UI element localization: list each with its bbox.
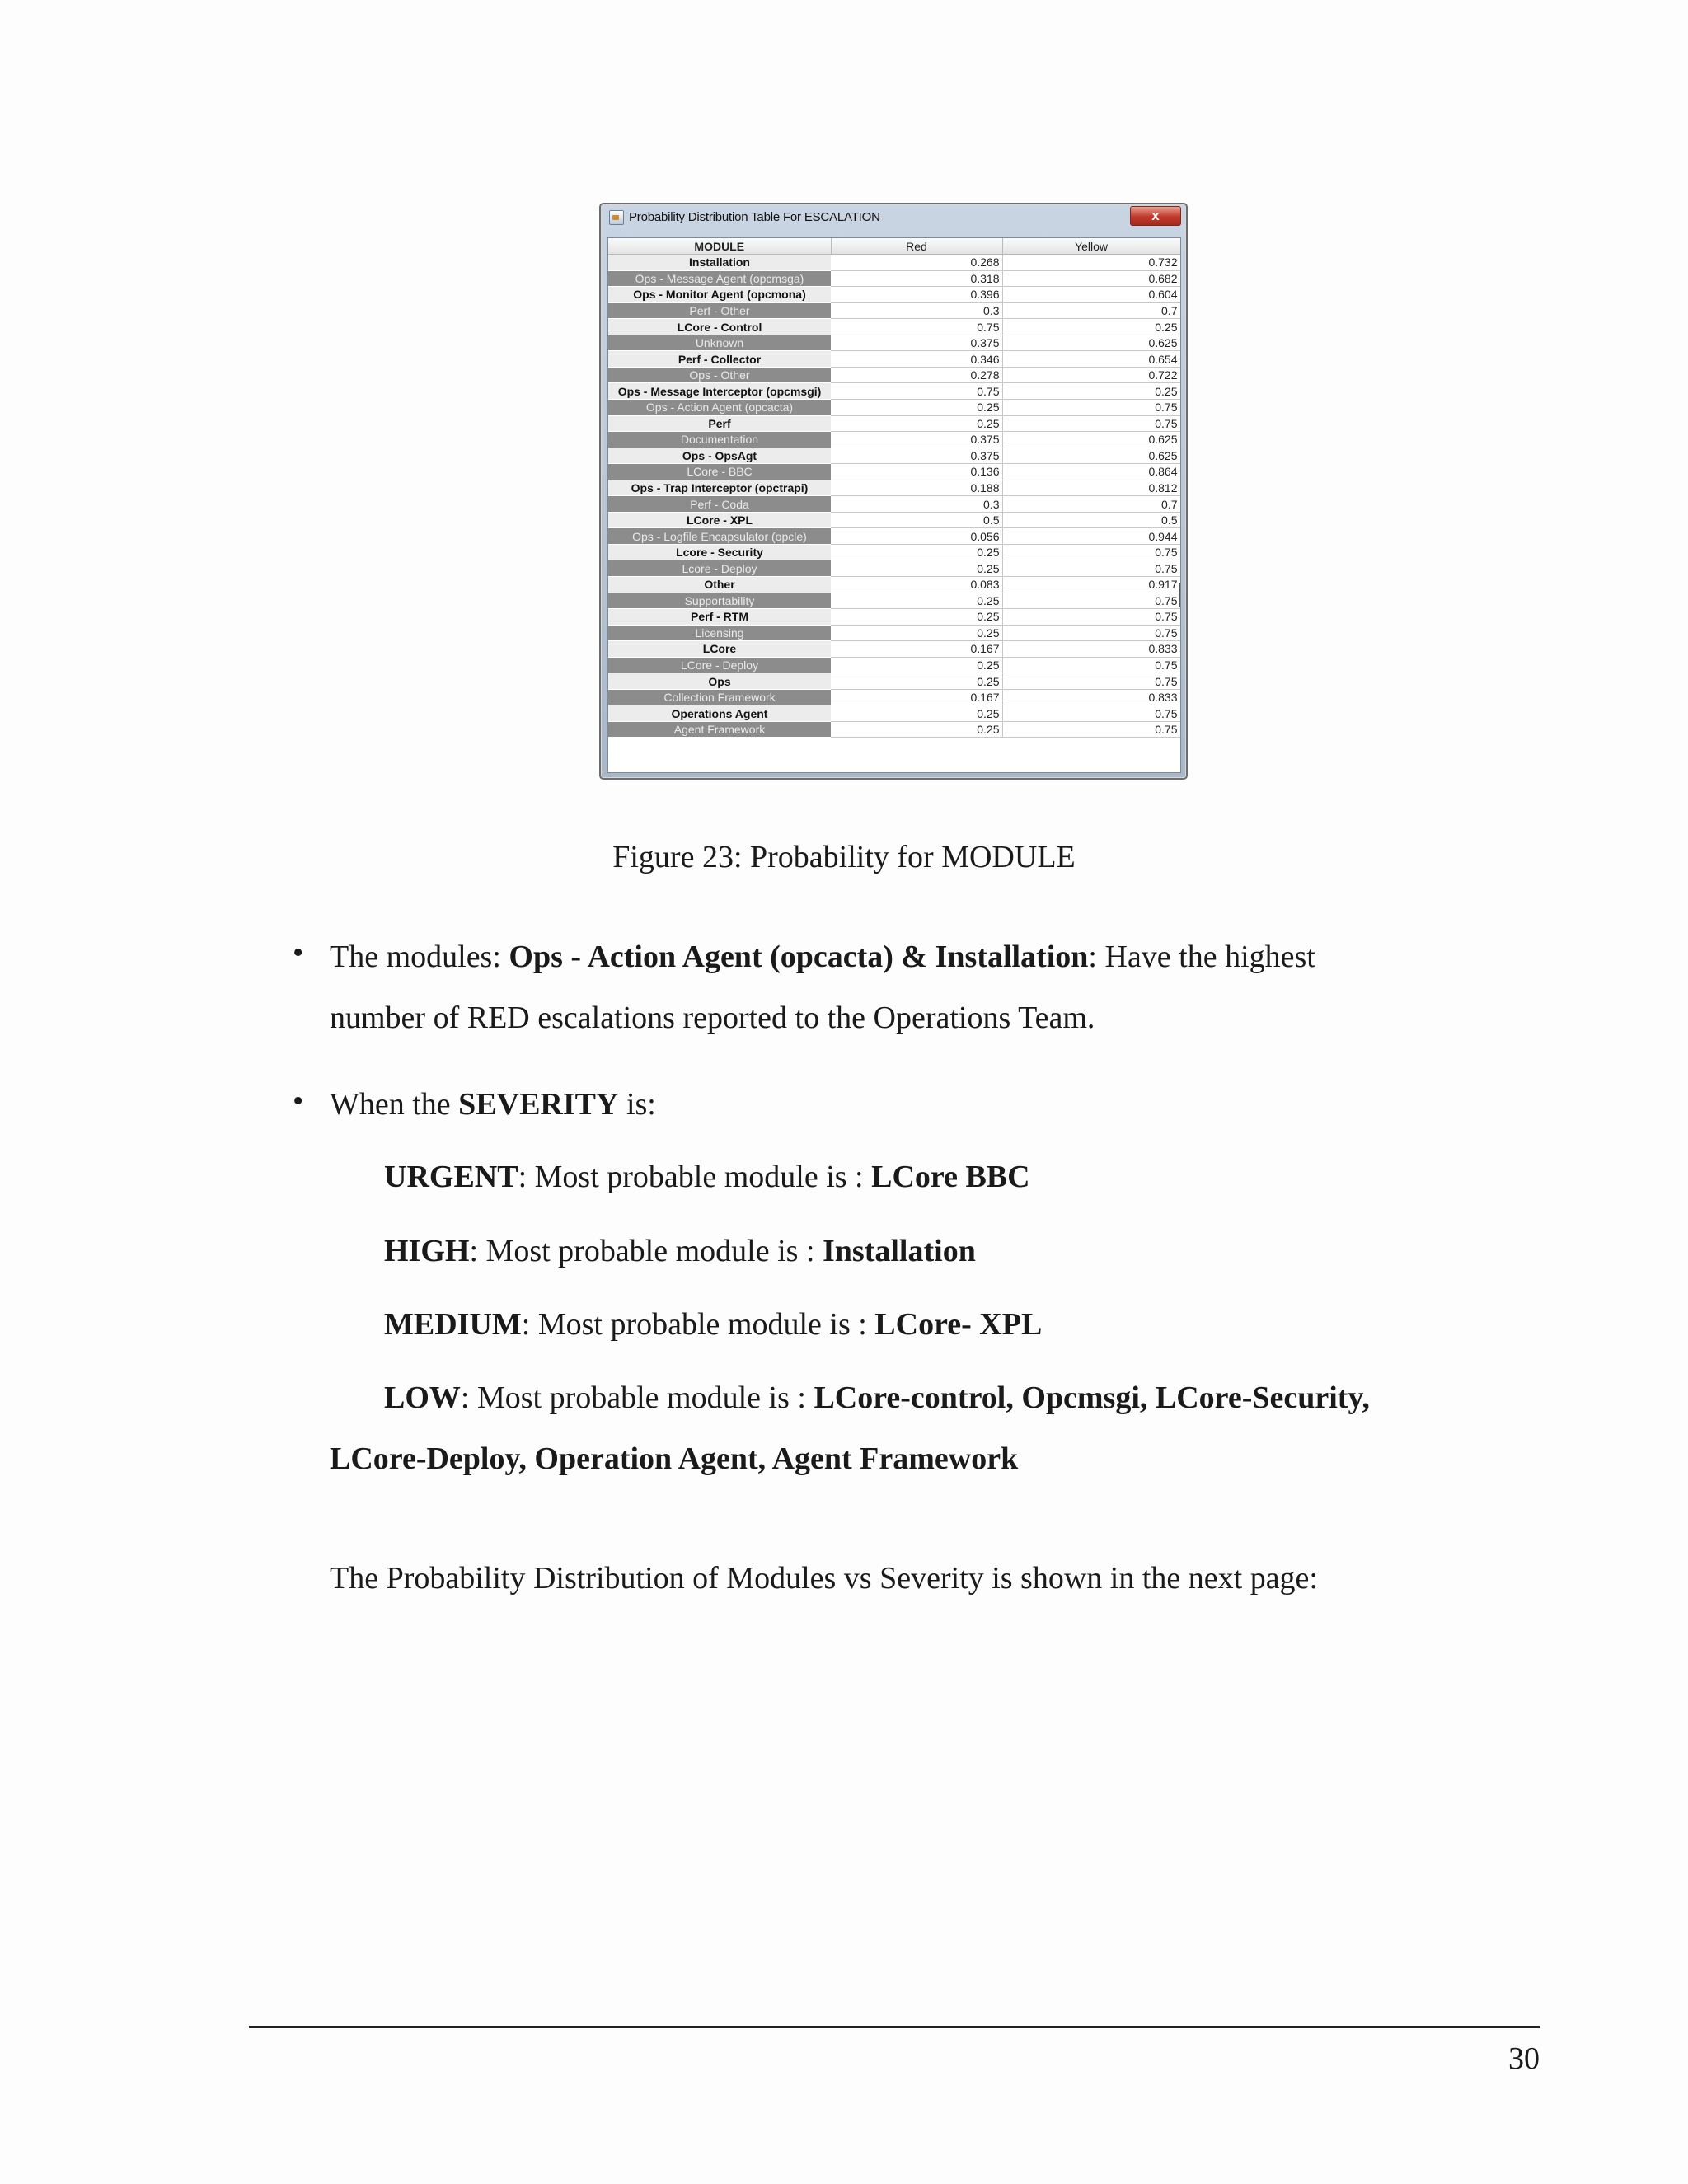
urgent-label: URGENT (384, 1160, 518, 1194)
probability-table (608, 238, 1181, 738)
yellow-cell[interactable]: 0.75 (1002, 415, 1180, 432)
probability-table-window (599, 203, 1188, 780)
column-header-yellow[interactable]: Yellow (1002, 238, 1180, 255)
high-text: : Most probable module is : (469, 1234, 823, 1268)
red-cell[interactable]: 0.25 (831, 625, 1002, 641)
red-cell[interactable]: 0.5 (831, 512, 1002, 528)
module-cell[interactable]: LCore (608, 641, 831, 658)
table-row[interactable] (608, 270, 1180, 287)
red-cell[interactable]: 0.25 (831, 657, 1002, 673)
table-row[interactable] (608, 512, 1180, 528)
yellow-cell[interactable]: 0.25 (1002, 319, 1180, 335)
bullet2-bold: SEVERITY (458, 1087, 619, 1122)
table-row[interactable] (608, 625, 1180, 641)
module-cell[interactable]: LCore - Control (608, 319, 831, 335)
figure-caption: Figure 23: Probability for MODULE (612, 840, 1076, 874)
module-cell[interactable]: Documentation (608, 432, 831, 448)
window-titlebar (601, 204, 1186, 229)
module-cell[interactable]: Unknown (608, 335, 831, 351)
table-row[interactable] (608, 560, 1180, 577)
table-row[interactable] (608, 673, 1180, 690)
red-cell[interactable]: 0.188 (831, 480, 1002, 496)
module-cell[interactable]: Perf - Other (608, 302, 831, 319)
table-row[interactable] (608, 609, 1180, 626)
module-cell[interactable]: LCore - BBC (608, 464, 831, 480)
red-cell[interactable]: 0.75 (831, 383, 1002, 400)
yellow-cell[interactable]: 0.625 (1002, 335, 1180, 351)
module-cell[interactable]: Ops - Action Agent (opcacta) (608, 399, 831, 415)
red-cell[interactable]: 0.3 (831, 302, 1002, 319)
column-header-module[interactable]: MODULE (608, 238, 831, 255)
page-number: 30 (1508, 2041, 1540, 2076)
yellow-cell[interactable]: 0.944 (1002, 528, 1180, 545)
yellow-cell[interactable]: 0.812 (1002, 480, 1180, 496)
red-cell[interactable]: 0.056 (831, 528, 1002, 545)
module-cell[interactable]: Operations Agent (608, 705, 831, 722)
red-cell[interactable]: 0.375 (831, 448, 1002, 464)
yellow-cell[interactable]: 0.75 (1002, 560, 1180, 577)
yellow-cell[interactable]: 0.7 (1002, 496, 1180, 513)
module-cell[interactable]: Perf - Coda (608, 496, 831, 513)
yellow-cell[interactable]: 0.654 (1002, 351, 1180, 368)
red-cell[interactable]: 0.75 (831, 319, 1002, 335)
yellow-cell[interactable]: 0.833 (1002, 689, 1180, 705)
probability-table-area (607, 237, 1181, 773)
table-row[interactable] (608, 657, 1180, 673)
app-icon (609, 210, 624, 225)
yellow-cell[interactable]: 0.75 (1002, 593, 1180, 609)
red-cell[interactable]: 0.3 (831, 496, 1002, 513)
urgent-text: : Most probable module is : (518, 1160, 872, 1194)
bullet1-suffix: : Have the highest (1088, 940, 1315, 974)
yellow-cell[interactable]: 0.682 (1002, 270, 1180, 287)
red-cell[interactable]: 0.25 (831, 399, 1002, 415)
red-cell[interactable]: 0.318 (831, 270, 1002, 287)
table-row[interactable] (608, 287, 1180, 303)
bullet-dot: • (293, 1084, 304, 1118)
red-cell[interactable]: 0.268 (831, 255, 1002, 271)
yellow-cell[interactable]: 0.5 (1002, 512, 1180, 528)
table-row[interactable] (608, 383, 1180, 400)
module-cell[interactable]: Ops - Logfile Encapsulator (opcle) (608, 528, 831, 545)
yellow-cell[interactable]: 0.864 (1002, 464, 1180, 480)
table-row[interactable] (608, 544, 1180, 560)
severity-low-continued (330, 1428, 1018, 1489)
table-body (608, 255, 1180, 738)
red-cell[interactable]: 0.25 (831, 673, 1002, 690)
table-row[interactable] (608, 335, 1180, 351)
module-cell[interactable]: Lcore - Security (608, 544, 831, 560)
module-cell[interactable]: Ops - Other (608, 367, 831, 383)
red-cell[interactable]: 0.25 (831, 721, 1002, 738)
yellow-cell[interactable]: 0.75 (1002, 609, 1180, 626)
table-row[interactable] (608, 496, 1180, 513)
table-row[interactable] (608, 367, 1180, 383)
red-cell[interactable]: 0.25 (831, 705, 1002, 722)
red-cell[interactable]: 0.25 (831, 415, 1002, 432)
yellow-cell[interactable]: 0.25 (1002, 383, 1180, 400)
table-row[interactable] (608, 399, 1180, 415)
yellow-cell[interactable]: 0.75 (1002, 657, 1180, 673)
table-row[interactable] (608, 593, 1180, 609)
yellow-cell[interactable]: 0.917 (1002, 576, 1180, 593)
module-cell[interactable]: Perf - RTM (608, 609, 831, 626)
bullet2-suffix: is: (618, 1087, 656, 1122)
module-cell[interactable]: LCore - Deploy (608, 657, 831, 673)
yellow-cell[interactable]: 0.732 (1002, 255, 1180, 271)
module-cell[interactable]: Collection Framework (608, 689, 831, 705)
bullet2-prefix: When the (330, 1087, 459, 1122)
table-row[interactable] (608, 319, 1180, 335)
bullet1-bold: Ops - Action Agent (opcacta) & Installation (509, 940, 1089, 974)
low-text: : Most probable module is : (460, 1380, 814, 1415)
module-cell[interactable]: Perf - Collector (608, 351, 831, 368)
medium-text: : Most probable module is : (521, 1307, 875, 1342)
yellow-cell[interactable]: 0.833 (1002, 641, 1180, 658)
close-button[interactable]: x (1130, 206, 1181, 226)
table-row[interactable] (608, 351, 1180, 368)
severity-high (384, 1221, 976, 1282)
table-row[interactable] (608, 464, 1180, 480)
module-cell[interactable]: Ops - Monitor Agent (opcmona) (608, 287, 831, 303)
yellow-cell[interactable]: 0.75 (1002, 625, 1180, 641)
module-cell[interactable]: Supportability (608, 593, 831, 609)
red-cell[interactable]: 0.25 (831, 544, 1002, 560)
high-label: HIGH (384, 1234, 470, 1268)
module-cell[interactable]: Agent Framework (608, 721, 831, 738)
table-row[interactable] (608, 721, 1180, 738)
bullet2-line (330, 1074, 656, 1135)
yellow-cell[interactable]: 0.75 (1002, 673, 1180, 690)
module-cell[interactable]: Ops - Trap Interceptor (opctrapi) (608, 480, 831, 496)
bullet1-prefix: The modules: (330, 940, 509, 974)
yellow-cell[interactable]: 0.604 (1002, 287, 1180, 303)
red-cell[interactable]: 0.396 (831, 287, 1002, 303)
footer-rule (249, 2026, 1540, 2028)
yellow-cell[interactable]: 0.625 (1002, 432, 1180, 448)
red-cell[interactable]: 0.167 (831, 641, 1002, 658)
high-module: Installation (823, 1234, 976, 1268)
table-row[interactable] (608, 576, 1180, 593)
module-cell[interactable]: Ops - OpsAgt (608, 448, 831, 464)
table-row[interactable] (608, 432, 1180, 448)
red-cell[interactable]: 0.25 (831, 593, 1002, 609)
module-cell[interactable]: Ops - Message Interceptor (opcmsgi) (608, 383, 831, 400)
bullet1-line1 (330, 926, 1540, 987)
red-cell[interactable]: 0.278 (831, 367, 1002, 383)
module-cell[interactable]: Perf (608, 415, 831, 432)
table-row[interactable] (608, 302, 1180, 319)
column-header-red[interactable]: Red (831, 238, 1002, 255)
red-cell[interactable]: 0.346 (831, 351, 1002, 368)
module-cell[interactable]: Other (608, 576, 831, 593)
yellow-cell[interactable]: 0.75 (1002, 399, 1180, 415)
module-cell[interactable]: LCore - XPL (608, 512, 831, 528)
table-row[interactable] (608, 480, 1180, 496)
red-cell[interactable]: 0.375 (831, 432, 1002, 448)
bullet1-line2: number of RED escalations reported to the Operations Team. (330, 1001, 1095, 1035)
medium-module: LCore- XPL (874, 1307, 1043, 1342)
medium-label: MEDIUM (384, 1307, 522, 1342)
table-row[interactable] (608, 641, 1180, 658)
module-cell[interactable]: Ops (608, 673, 831, 690)
table-row[interactable] (608, 528, 1180, 545)
table-row[interactable] (608, 255, 1180, 271)
severity-low (384, 1367, 1370, 1428)
red-cell[interactable]: 0.25 (831, 560, 1002, 577)
table-row[interactable] (608, 448, 1180, 464)
severity-urgent (384, 1146, 1030, 1207)
red-cell[interactable]: 0.136 (831, 464, 1002, 480)
red-cell[interactable]: 0.375 (831, 335, 1002, 351)
red-cell[interactable]: 0.083 (831, 576, 1002, 593)
yellow-cell[interactable]: 0.722 (1002, 367, 1180, 383)
yellow-cell[interactable]: 0.75 (1002, 544, 1180, 560)
yellow-cell[interactable]: 0.75 (1002, 721, 1180, 738)
table-row[interactable] (608, 689, 1180, 705)
closing-sentence: The Probability Distribution of Modules vs Severity is shown in the next page: (330, 1561, 1318, 1596)
severity-medium (384, 1294, 1042, 1355)
red-cell[interactable]: 0.167 (831, 689, 1002, 705)
yellow-cell[interactable]: 0.625 (1002, 448, 1180, 464)
low-module-line1: LCore-control, Opcmsgi, LCore-Security, (814, 1380, 1370, 1415)
table-row[interactable] (608, 415, 1180, 432)
module-cell[interactable]: Ops - Message Agent (opcmsga) (608, 270, 831, 287)
low-label: LOW (384, 1380, 461, 1415)
red-cell[interactable]: 0.25 (831, 609, 1002, 626)
urgent-module: LCore BBC (871, 1160, 1030, 1194)
low-module-line2: LCore-Deploy, Operation Agent, Agent Framework (330, 1441, 1019, 1476)
yellow-cell[interactable]: 0.7 (1002, 302, 1180, 319)
module-cell[interactable]: Lcore - Deploy (608, 560, 831, 577)
window-title: Probability Distribution Table For ESCALATION (629, 210, 880, 224)
module-cell[interactable]: Licensing (608, 625, 831, 641)
bullet-dot: • (293, 935, 304, 970)
module-cell[interactable]: Installation (608, 255, 831, 271)
yellow-cell[interactable]: 0.75 (1002, 705, 1180, 722)
table-header-row (608, 238, 1180, 255)
table-row[interactable] (608, 705, 1180, 722)
